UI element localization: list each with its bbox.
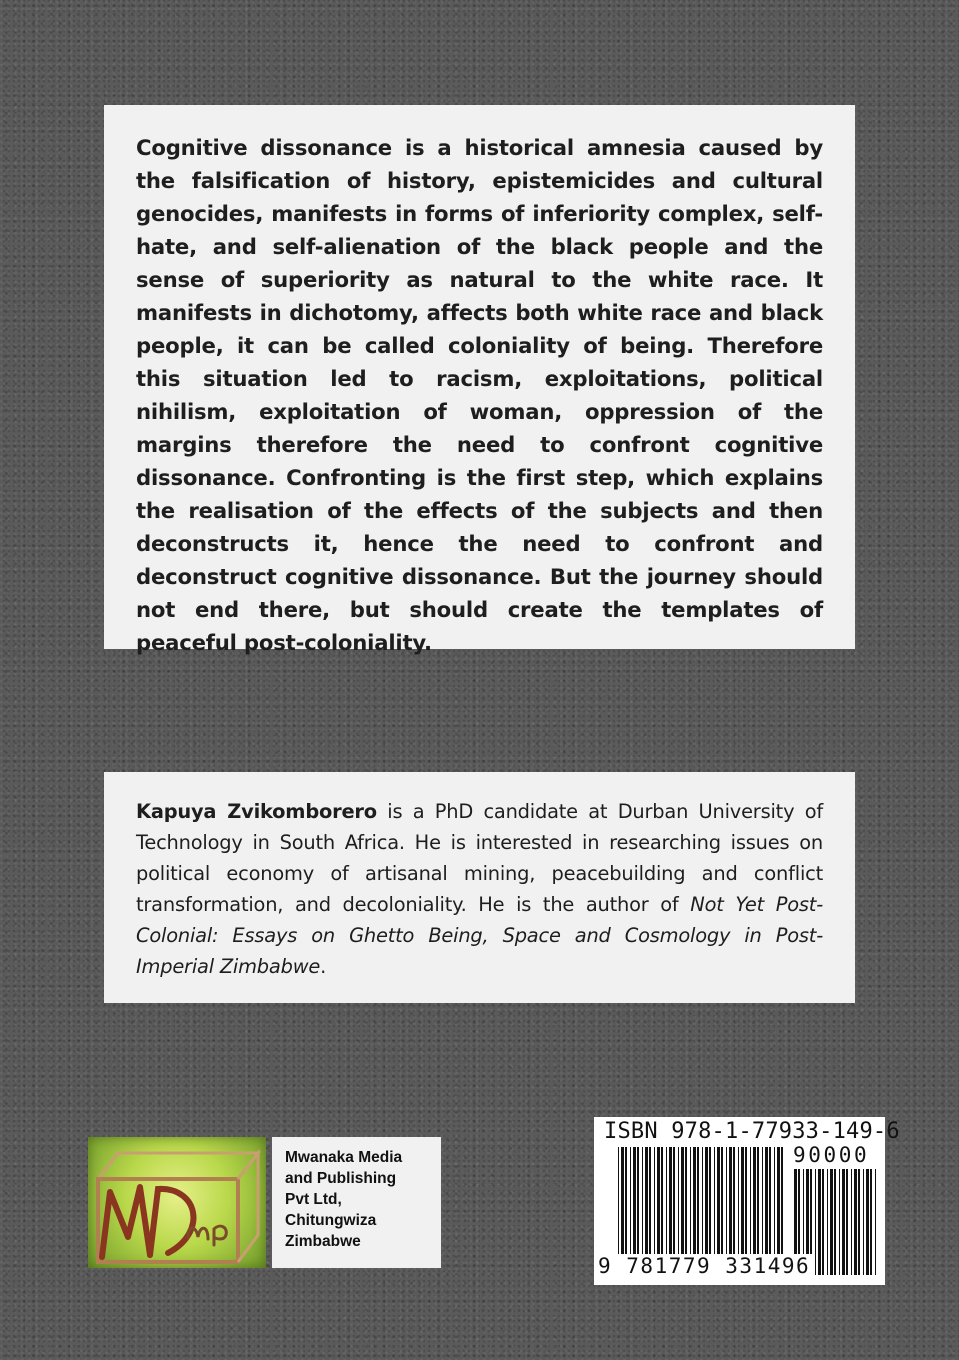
publisher-info xyxy=(272,1137,441,1268)
barcode-box xyxy=(594,1117,900,1285)
barcode-bar xyxy=(815,1169,816,1275)
barcode-bar xyxy=(854,1169,857,1275)
barcode-bar xyxy=(846,1169,848,1275)
barcode-digits: 9 781779 331496 xyxy=(598,1254,811,1278)
author-name: Kapuya Zvikomborero xyxy=(136,800,377,823)
publisher-line: Chitungwiza xyxy=(285,1212,377,1229)
publisher-line: and Publishing xyxy=(285,1170,397,1187)
barcode-bar xyxy=(834,1169,836,1275)
barcode-bar xyxy=(851,1169,852,1275)
author-bio xyxy=(136,796,823,982)
barcode-bar xyxy=(842,1169,845,1275)
author-bio-panel xyxy=(104,772,855,1003)
author-bio-text: is a PhD candidate at Durban University of Technology in South Africa. He is interested in researching issues on political economy of artisanal mining, peacebuilding and conflict transformation, and decoloniality. He is the author of xyxy=(136,800,823,916)
publisher-line: Mwanaka Media xyxy=(285,1149,403,1166)
publisher-line: Pvt Ltd, xyxy=(285,1191,342,1208)
barcode-bar xyxy=(875,1169,876,1275)
blurb-text: Cognitive dissonance is a historical amnesia caused by the falsification of history, epistemicides and cultural genocides, manifests in forms of inferiority complex, self-hate, and self-alienation of the black people and the sense of superiority as natural to the white race. It manifests in dichotomy, affects both white race and black people, it can be called coloniality of being. Therefore this situation led to racism, exploitations, political nihilism, exploitation of woman, oppression of the margins therefore the need to confront cognitive dissonance. Confronting is the first step, which explains the realisation of the effects of the subjects and then deconstructs it, hence the need to confront and deconstruct cognitive dissonance. But the journey should not end there, but should create the templates of peaceful post-coloniality. xyxy=(136,135,823,655)
publisher-logo xyxy=(88,1137,266,1268)
barcode-bar xyxy=(822,1169,824,1275)
barcode-addon-digits: 90000 xyxy=(793,1143,870,1167)
isbn-label: ISBN 978-1-77933-149-6 xyxy=(604,1119,900,1144)
publisher-line: Zimbabwe xyxy=(285,1233,361,1250)
barcode-bar xyxy=(827,1169,828,1275)
barcode-bar xyxy=(863,1169,864,1275)
blurb-panel xyxy=(104,105,855,655)
barcode-bar xyxy=(870,1169,872,1275)
barcode-bar xyxy=(818,1169,821,1275)
author-bio-end: . xyxy=(320,955,327,978)
barcode-bar xyxy=(866,1169,869,1275)
book-title: Not Yet Post-Colonial: Essays on Ghetto Being, Space and Cosmology in Post-Imperial Zimbabwe xyxy=(136,893,823,978)
logo-mark xyxy=(88,1137,266,1268)
barcode-bar xyxy=(858,1169,860,1275)
barcode-bar xyxy=(839,1169,840,1275)
barcode-bar xyxy=(830,1169,833,1275)
